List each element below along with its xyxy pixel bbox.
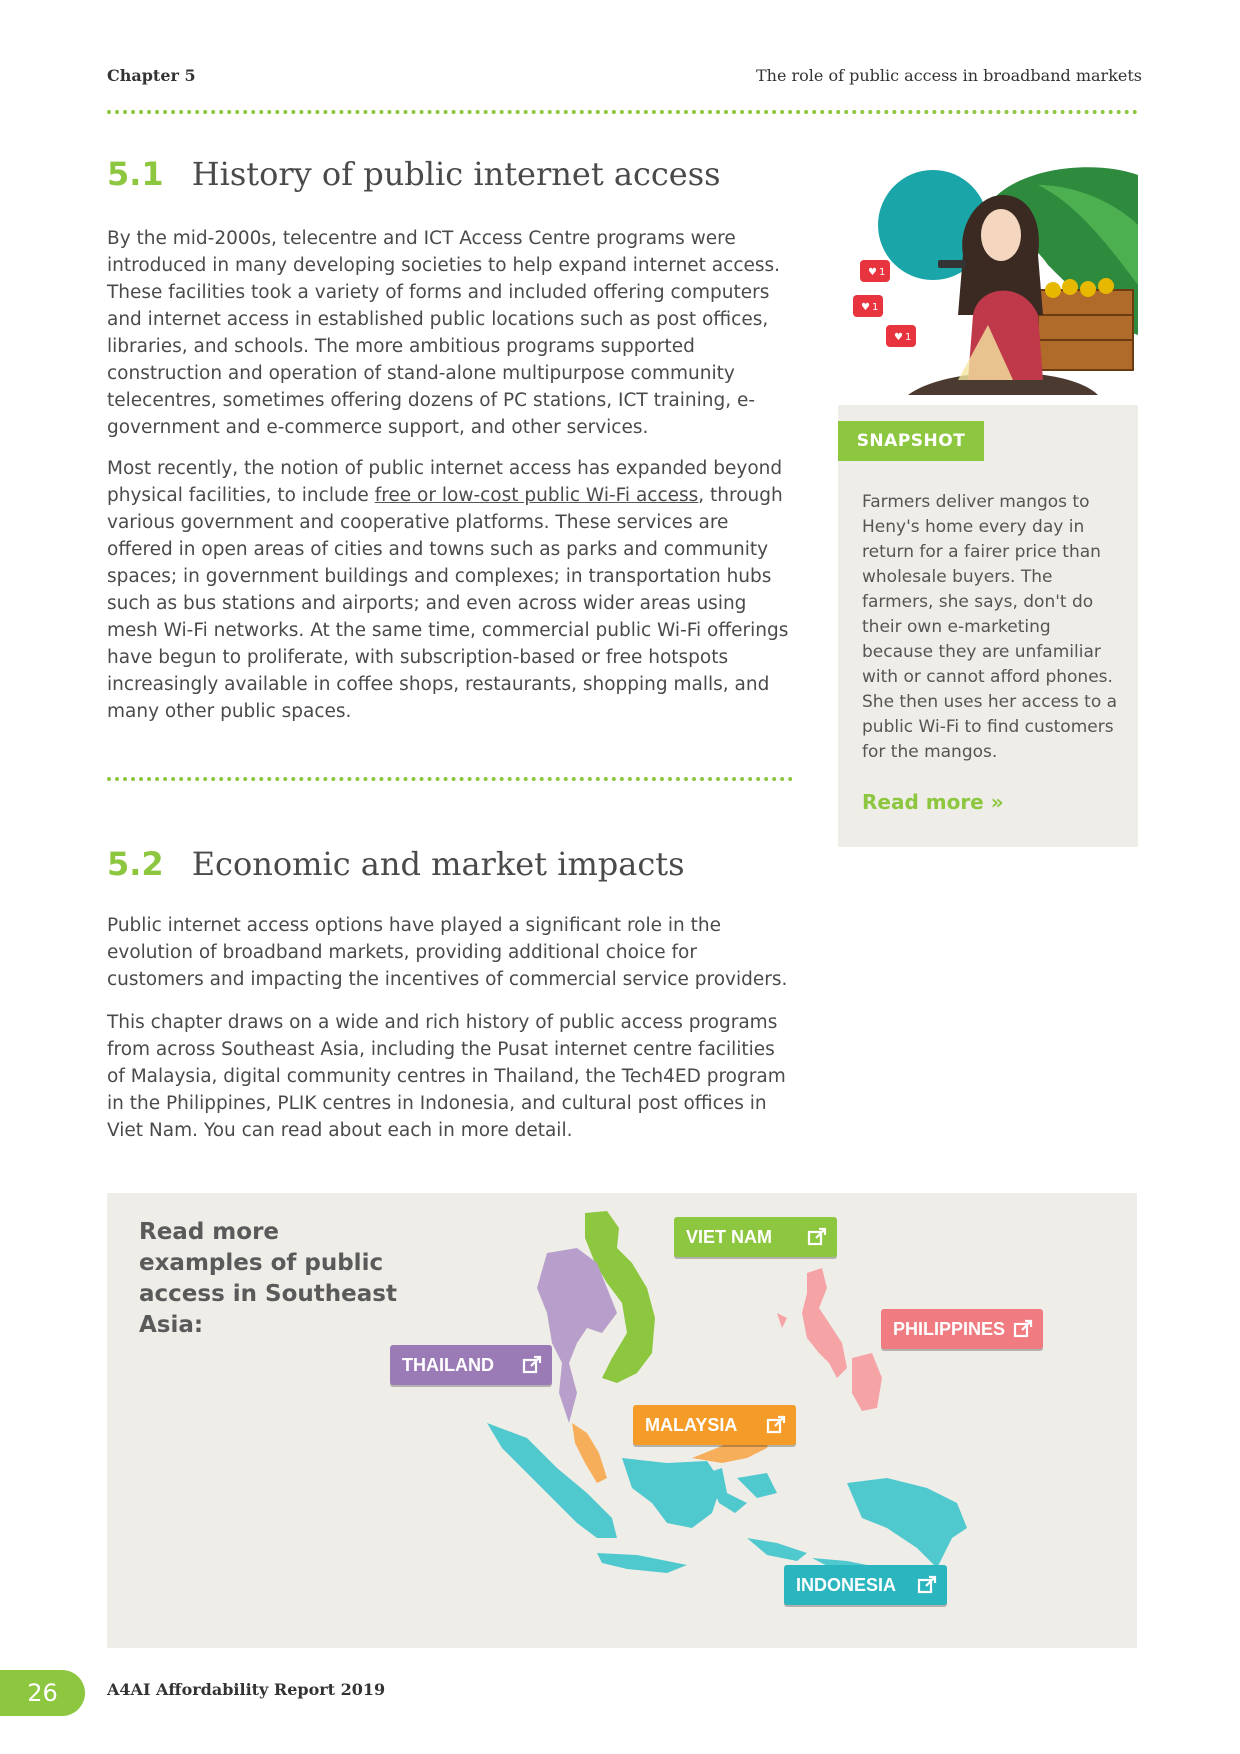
malaysia-label: MALAYSIA bbox=[645, 1415, 738, 1435]
like-count: 1 bbox=[879, 267, 886, 278]
indonesia-papua-shape bbox=[847, 1478, 967, 1568]
section-title: Economic and market impacts bbox=[191, 845, 685, 883]
farmer-illustration bbox=[838, 165, 1138, 405]
section-heading-5-1 bbox=[107, 155, 721, 193]
paragraph: Public internet access options have played a significant role in the evolution of broadband markets, providing additional choice for customers and impacting the incentives of commercial service providers. bbox=[107, 915, 788, 990]
like-count: 1 bbox=[905, 332, 912, 343]
paragraph-text: , through various government and cooperative platforms. These services are offered in open areas of cities and towns such as parks and community spaces; in government buildings and complexes; in transportation hubs such as bus stations and airports; and even across wider areas using mesh Wi-Fi networks. At the same time, commercial public Wi-Fi offerings have begun to proliferate, with subscription-based or free hotspots increasingly available in coffee shops, restaurants, shopping malls, and many other public spaces. bbox=[107, 485, 789, 722]
svg-text:♥: ♥ bbox=[894, 332, 903, 343]
thailand-button[interactable] bbox=[390, 1345, 552, 1385]
southeast-asia-map-panel bbox=[107, 1193, 1137, 1648]
external-link-icon bbox=[807, 1227, 827, 1247]
section-title: History of public internet access bbox=[191, 155, 721, 193]
paragraph-text: Most recently, the notion of public internet access has expanded beyond physical facilities, to include bbox=[107, 458, 783, 506]
section-number: 5.1 bbox=[107, 155, 164, 193]
malaysia-peninsula-shape bbox=[572, 1423, 607, 1483]
indonesia-borneo-shape bbox=[622, 1458, 722, 1528]
vietnam-button[interactable] bbox=[674, 1217, 837, 1257]
thailand-label: THAILAND bbox=[402, 1355, 494, 1375]
section-number: 5.2 bbox=[107, 845, 164, 883]
philippines-shape bbox=[802, 1268, 847, 1378]
paragraph: This chapter draws on a wide and rich history of public access programs from across Southeast Asia, including the Pusat internet centre facilities of Malaysia, digital community centres in Thailand, the Tech4ED program in the Philippines, PLIK centres in Indonesia, and cultural post offices in Viet Nam. You can read about each in more detail. bbox=[107, 1012, 786, 1141]
header-divider bbox=[107, 110, 1138, 114]
indonesia-label: INDONESIA bbox=[796, 1575, 897, 1595]
section-divider bbox=[107, 777, 793, 781]
svg-text:♥: ♥ bbox=[868, 267, 877, 278]
read-more-link[interactable]: Read more » bbox=[862, 790, 1004, 814]
indonesia-button[interactable] bbox=[784, 1565, 947, 1605]
vietnam-label: VIET NAM bbox=[686, 1227, 773, 1247]
external-link-icon bbox=[522, 1355, 542, 1375]
page-number: 26 bbox=[0, 1670, 85, 1716]
philippines-label: PHILIPPINES bbox=[893, 1319, 1006, 1339]
section-5-1-body bbox=[107, 225, 795, 725]
philippines-button[interactable] bbox=[881, 1309, 1043, 1349]
svg-text:♥: ♥ bbox=[861, 302, 870, 313]
footer-report-title: A4AI Affordability Report 2019 bbox=[107, 1680, 386, 1699]
public-wifi-link[interactable]: free or low-cost public Wi-Fi access bbox=[374, 485, 699, 506]
chapter-label: Chapter 5 bbox=[107, 66, 196, 85]
malaysia-button[interactable] bbox=[633, 1405, 796, 1445]
like-count: 1 bbox=[872, 302, 879, 313]
snapshot-text: Farmers deliver mangos to Heny's home every day in return for a fairer price than wholesale buyers. The farmers, she says, don't do their own e-marketing because they are unfamiliar with or cannot afford phones. She then uses her access to a public Wi-Fi to find customers for the mangos. bbox=[862, 492, 1118, 762]
section-heading-5-2 bbox=[107, 845, 685, 883]
snapshot-badge: SNAPSHOT bbox=[838, 421, 984, 461]
map-heading: Read more examples of public access in Southeast Asia: bbox=[139, 1219, 397, 1338]
external-link-icon bbox=[766, 1415, 786, 1435]
snapshot-sidebar bbox=[838, 165, 1138, 847]
section-5-2-body bbox=[107, 912, 795, 1144]
external-link-icon bbox=[1013, 1319, 1033, 1339]
paragraph bbox=[107, 455, 795, 725]
running-title: The role of public access in broadband markets bbox=[755, 66, 1142, 85]
external-link-icon bbox=[917, 1575, 937, 1595]
paragraph: By the mid-2000s, telecentre and ICT Access Centre programs were introduced in many developing societies to help expand internet access. These facilities took a variety of forms and included offering computers and internet access in established public locations such as post offices, libraries, and schools. The more ambitious programs supported construction and operation of stand-alone multipurpose community telecentres, sometimes offering dozens of PC stations, ICT training, e-government and e-commerce support, and other services. bbox=[107, 228, 781, 438]
